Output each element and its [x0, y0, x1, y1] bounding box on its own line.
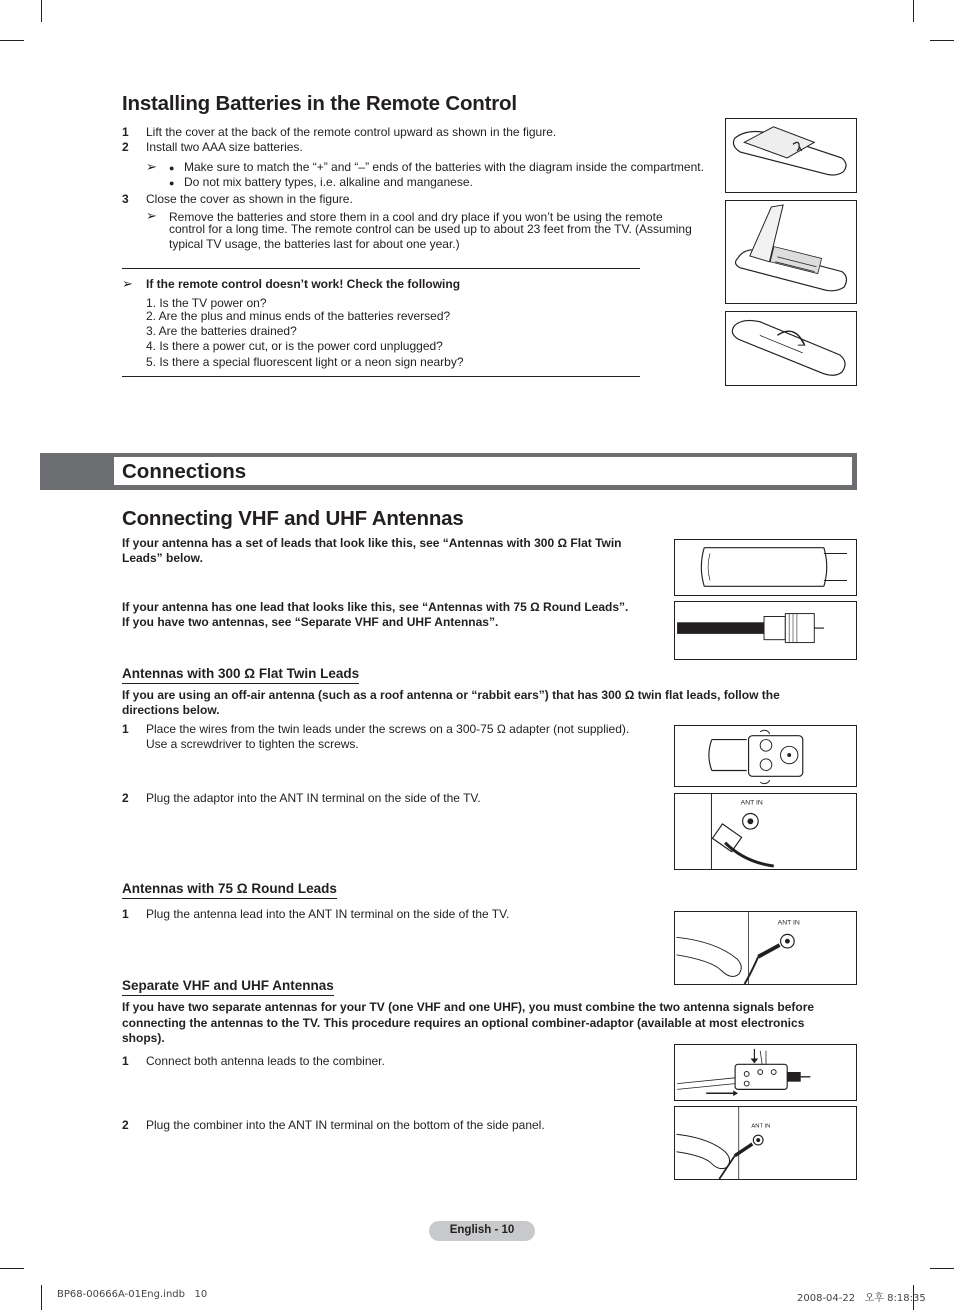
note-text: typical TV usage, the batteries last for about one year.) — [169, 237, 460, 251]
step-text: Close the cover as shown in the figure. — [146, 192, 353, 206]
page-number-pill — [429, 1221, 535, 1241]
section-title-batteries: Installing Batteries in the Remote Control — [122, 92, 517, 115]
step-text: Use a screwdriver to tighten the screws. — [146, 737, 359, 751]
note-text: Do not mix battery types, i.e. alkaline and manganese. — [184, 175, 473, 189]
step-text: Plug the combiner into the ANT IN terminal on the bottom of the side panel. — [146, 1118, 545, 1132]
remote-close-cover-figure — [725, 311, 857, 386]
step-number: 1 — [122, 907, 129, 921]
instruction-text: connecting the antennas to the TV. This procedure requires an optional combiner-adaptor (available at most electronics — [122, 1016, 805, 1030]
bullet-icon: ● — [169, 163, 175, 173]
combiner-figure — [674, 1044, 857, 1101]
crop-mark — [41, 1285, 42, 1310]
instruction-text: If you have two separate antennas for your TV (one VHF and one UHF), you must combine the two antenna signals before — [122, 1000, 815, 1014]
step-text: Lift the cover at the back of the remote control upward as shown in the figure. — [146, 125, 557, 139]
instruction-text: directions below. — [122, 703, 220, 717]
checklist-item: 4. Is there a power cut, or is the power cord unplugged? — [146, 339, 443, 353]
ant-in-label: ANT IN — [740, 799, 763, 807]
step-text: Connect both antenna leads to the combiner. — [146, 1054, 385, 1068]
crop-mark — [41, 0, 42, 22]
step-number: 3 — [122, 192, 129, 206]
footer-file-name: BP68-00666A-01Eng.indb 10 — [57, 1289, 208, 1300]
checklist-item: 2. Are the plus and minus ends of the batteries reversed? — [146, 309, 451, 323]
crop-mark — [913, 0, 914, 22]
remote-open-cover-figure — [725, 118, 857, 193]
step-number: 2 — [122, 140, 129, 154]
subheading-round: Antennas with 75 Ω Round Leads — [122, 881, 337, 899]
ant-in-label: ANT IN — [777, 919, 800, 927]
checklist-item: 3. Are the batteries drained? — [146, 324, 297, 338]
checklist-title: If the remote control doesn’t work! Check the following — [146, 277, 461, 291]
crop-mark — [0, 40, 24, 41]
step-number: 1 — [122, 125, 129, 139]
round-lead-connect-figure — [674, 911, 857, 985]
note-arrow-icon: ➢ — [122, 276, 133, 291]
divider — [122, 268, 640, 269]
combiner-ant-in-figure — [674, 1106, 857, 1180]
adapter-figure — [674, 725, 857, 787]
round-lead-figure — [674, 601, 857, 660]
crop-mark — [0, 1268, 24, 1269]
step-number: 2 — [122, 791, 129, 805]
checklist-item: 5. Is there a special fluorescent light or a neon sign nearby? — [146, 355, 464, 369]
intro-text: Leads” below. — [122, 551, 203, 565]
step-text: Place the wires from the twin leads under the screws on a 300-75 Ω adapter (not supplied). — [146, 722, 630, 736]
step-text: Install two AAA size batteries. — [146, 140, 303, 154]
note-text: Make sure to match the “+” and “–” ends of the batteries with the diagram inside the compartment. — [184, 160, 704, 174]
step-text: Plug the adaptor into the ANT IN terminal on the side of the TV. — [146, 791, 481, 805]
flat-twin-lead-figure — [674, 539, 857, 596]
step-number: 2 — [122, 1118, 129, 1132]
connections-banner-inner — [113, 456, 853, 486]
checklist-item: 1. Is the TV power on? — [146, 296, 267, 310]
note-text: Remove the batteries and store them in a cool and dry place if you won’t be using the remote — [169, 210, 663, 224]
subheading-flat-twin: Antennas with 300 Ω Flat Twin Leads — [122, 666, 359, 684]
remote-batteries-figure — [725, 200, 857, 304]
instruction-text: shops). — [122, 1031, 165, 1045]
step-number: 1 — [122, 1054, 129, 1068]
intro-text: If your antenna has a set of leads that look like this, see “Antennas with 300 Ω Flat Twin — [122, 536, 622, 550]
step-text: Plug the antenna lead into the ANT IN terminal on the side of the TV. — [146, 907, 510, 921]
ant-in-adapter-figure — [674, 793, 857, 870]
note-arrow-icon: ➢ — [146, 208, 157, 223]
crop-mark — [930, 1268, 954, 1269]
divider — [122, 376, 640, 377]
intro-text: If your antenna has one lead that looks like this, see “Antennas with 75 Ω Round Leads”. — [122, 600, 629, 614]
section-title-antennas: Connecting VHF and UHF Antennas — [122, 507, 464, 530]
footer-timestamp: 2008-04-22 오후 8:18:35 — [797, 1293, 926, 1304]
instruction-text: If you are using an off-air antenna (such as a roof antenna or “rabbit ears”) that has 300 Ω twin flat leads, follow the — [122, 688, 780, 702]
bullet-icon: ● — [169, 178, 175, 188]
page-number-label: English - 10 — [449, 1224, 515, 1236]
ant-in-label: ANT IN — [751, 1123, 771, 1130]
note-text: control for a long time. The remote control can be used up to about 23 feet from the TV. (Assuming — [169, 222, 692, 236]
intro-text: If you have two antennas, see “Separate VHF and UHF Antennas”. — [122, 615, 499, 629]
note-arrow-icon: ➢ — [146, 159, 157, 174]
subheading-separate: Separate VHF and UHF Antennas — [122, 978, 334, 996]
step-number: 1 — [122, 722, 129, 736]
crop-mark — [930, 40, 954, 41]
connections-title: Connections — [122, 460, 247, 483]
connections-banner — [40, 453, 857, 490]
